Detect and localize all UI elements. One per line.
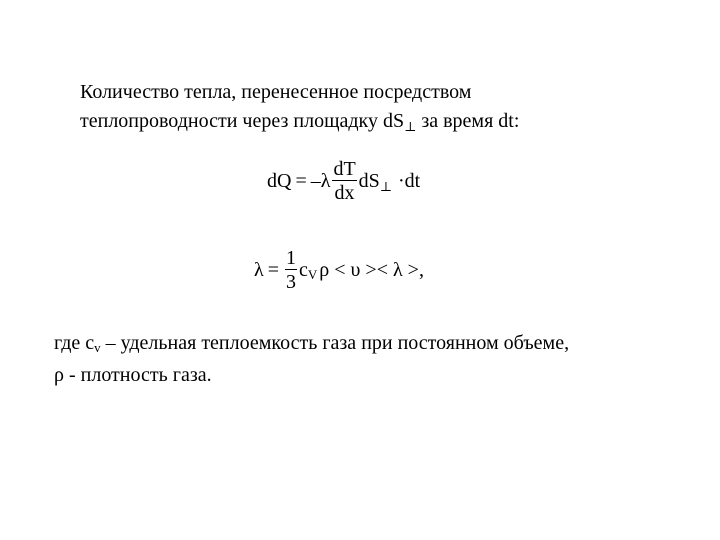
desc-cv-subscript: v [94, 340, 101, 355]
intro-line-1: Количество тепла, перенесенное посредством [80, 81, 472, 103]
eq-ds-subscript: ⊥ [379, 179, 393, 194]
eq-cv [299, 259, 317, 282]
intro-line-2-prefix: теплопроводности через площадку dS [80, 110, 405, 132]
eq-equals: = [295, 170, 307, 192]
eq-lambda-equals: = [267, 259, 279, 281]
eq-lambda-lhs: λ [254, 259, 264, 281]
eq-minus-lambda: –λ [310, 170, 331, 192]
eq-dot-dt: ·dt [398, 170, 421, 192]
description-line-1 [54, 328, 704, 360]
eq-c: c [298, 259, 308, 281]
frac-one: 1 [285, 247, 296, 269]
intro-text [80, 78, 680, 137]
desc-line-1-suffix: – удельная теплоемкость газа при постоянном объеме, [100, 332, 570, 354]
lambda-equation [254, 247, 424, 294]
eq-cv-subscript: V [307, 267, 318, 282]
eq-lambda-rest: ρ < υ >< λ >, [319, 259, 424, 281]
eq-ds-text: dS [358, 170, 380, 192]
description-text [54, 328, 704, 390]
eq-lhs-dq: dQ [267, 170, 292, 192]
intro-line-2 [80, 107, 680, 137]
intro-line-2-suffix: за время dt: [416, 110, 520, 132]
eq-fraction-dt-dx [332, 158, 356, 205]
frac-three: 3 [285, 271, 296, 293]
eq-ds [359, 170, 392, 193]
eq-fraction-one-third [285, 247, 297, 294]
description-line-2: ρ - плотность газа. [54, 364, 212, 386]
heat-transfer-equation [267, 158, 420, 205]
frac-denominator: dx [332, 180, 356, 205]
perp-subscript: ⊥ [404, 119, 417, 134]
frac-numerator: dT [333, 158, 356, 180]
desc-line-1-prefix: где c [54, 332, 95, 354]
